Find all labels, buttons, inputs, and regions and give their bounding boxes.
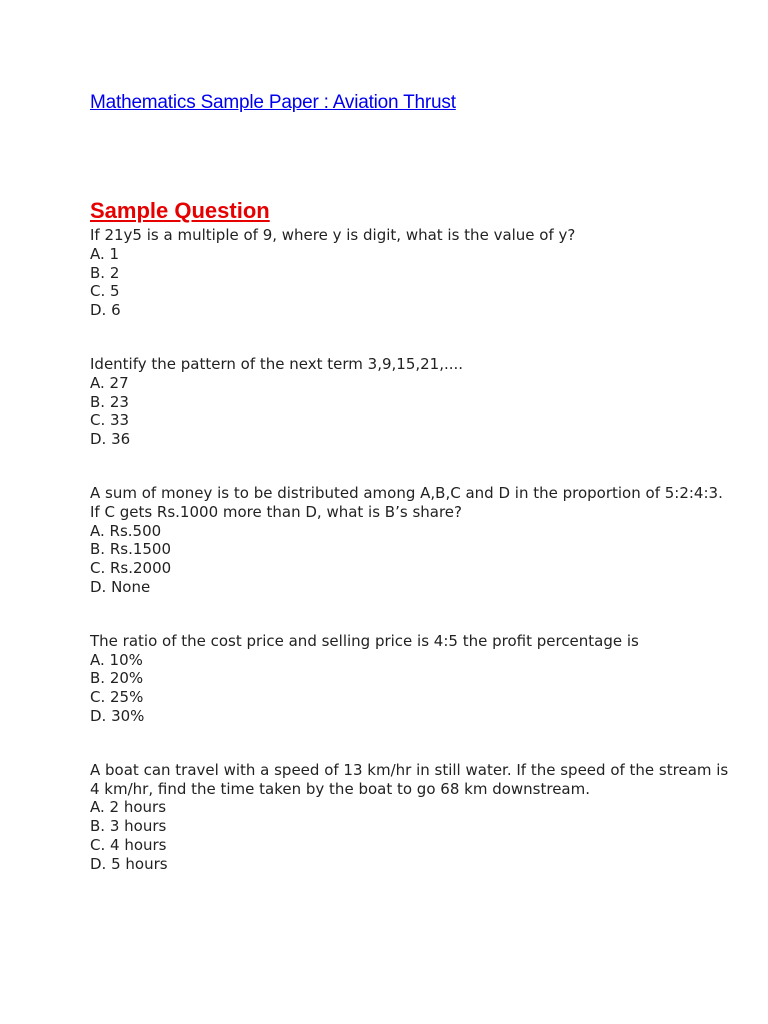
answer-option-b: B. 2	[90, 263, 120, 282]
answer-option-a: A. 27	[90, 373, 129, 392]
answer-option-a: A. 2 hours	[90, 798, 167, 817]
answer-option-a: A. 10%	[90, 650, 143, 669]
section-heading: Sample Question	[90, 198, 270, 223]
answer-option-d: D. 5 hours	[90, 854, 168, 873]
question-5	[90, 761, 730, 874]
answer-option-d: D. None	[90, 577, 151, 596]
document-title[interactable]: Mathematics Sample Paper : Aviation Thrust	[90, 92, 456, 113]
answer-option-c: C. Rs.2000	[90, 559, 172, 578]
answer-option-b: B. 3 hours	[90, 817, 167, 836]
question-text: A boat can travel with a speed of 13 km/hr in still water. If the speed of the stream is 4 km/hr, find the time taken by the boat to go 68 km downstream.	[90, 760, 729, 798]
answer-option-d: D. 30%	[90, 706, 145, 725]
answer-option-a: A. 1	[90, 244, 120, 263]
answer-option-d: D. 36	[90, 430, 131, 449]
answer-option-c: C. 33	[90, 411, 130, 430]
question-3	[90, 484, 730, 597]
question-text: A sum of money is to be distributed among A,B,C and D in the proportion of 5:2:4:3. If C gets Rs.1000 more than D, what is B’s share?	[90, 483, 723, 521]
answer-option-c: C. 4 hours	[90, 835, 167, 854]
answer-option-b: B. 20%	[90, 669, 144, 688]
question-4	[90, 632, 730, 726]
question-text: Identify the pattern of the next term 3,9,15,21,....	[90, 354, 464, 373]
question-1	[90, 226, 730, 320]
question-text: If 21y5 is a multiple of 9, where y is digit, what is the value of y?	[90, 226, 576, 244]
answer-option-c: C. 25%	[90, 688, 144, 707]
answer-option-a: A. Rs.500	[90, 521, 162, 540]
answer-option-c: C. 5	[90, 282, 120, 301]
question-text: The ratio of the cost price and selling price is 4:5 the profit percentage is	[90, 631, 639, 650]
question-list	[90, 226, 730, 874]
answer-option-b: B. Rs.1500	[90, 540, 172, 559]
answer-option-b: B. 23	[90, 392, 129, 411]
question-2	[90, 355, 730, 449]
answer-option-d: D. 6	[90, 301, 121, 320]
